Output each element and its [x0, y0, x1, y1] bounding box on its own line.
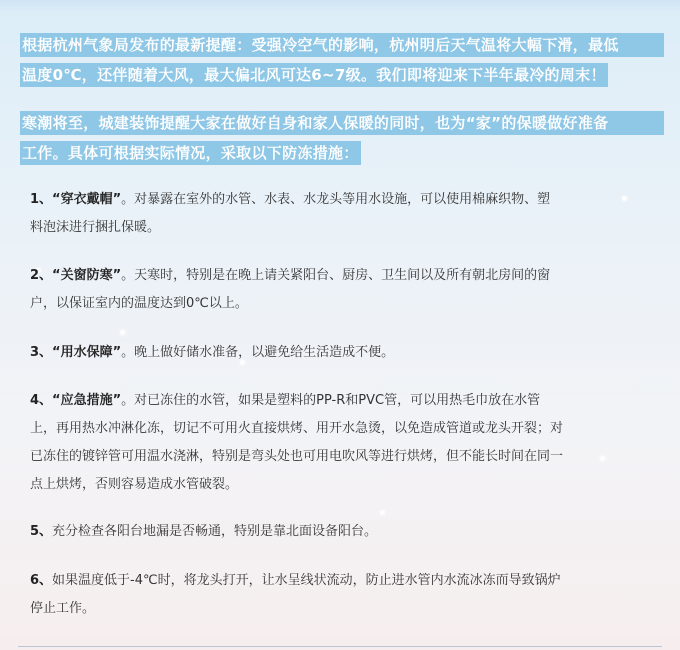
measure-item: [30, 518, 650, 546]
measure-text: 。对暴露在室外的水管、水表、水龙头等用水设施，可以使用棉麻织物、塑: [121, 192, 551, 207]
measure-number: 3、: [30, 345, 53, 360]
measure-number: 6、: [30, 573, 53, 588]
measure-text: 。对已冻住的水管，如果是塑料的PP-R和PVC管，可以用热毛巾放在水管: [121, 393, 541, 408]
divider: [18, 646, 662, 647]
lead-line: 寒潮将至，城建装饰提醒大家在做好自身和家人保暖的同时，也为“家”的保暖做好准备: [20, 111, 664, 135]
measure-title: “应急措施”: [52, 393, 122, 408]
measure-number: 1、: [30, 192, 53, 207]
measure-number: 4、: [30, 393, 53, 408]
measure-item: [30, 387, 650, 499]
measure-line: 料泡沫进行捆扎保暖。: [30, 220, 161, 235]
intro-line: 温度0℃，还伴随着大风，最大偏北风可达6~7级。我们即将迎来下半年最冷的周末！: [20, 63, 608, 87]
measure-line: 上，再用热水冲淋化冻，切记不可用火直接烘烤、用开水急烫，以免造成管道或龙头开裂；对: [30, 421, 564, 436]
measure-text: 。晚上做好储水准备，以避免给生活造成不便。: [121, 345, 395, 360]
measure-item: [30, 567, 650, 623]
measure-line: [30, 339, 650, 367]
intro-paragraph: [20, 33, 666, 93]
measure-line: 点上烘烤，否则容易造成水管破裂。: [30, 477, 239, 492]
measure-item: [30, 262, 650, 318]
measure-title: “穿衣戴帽”: [52, 192, 122, 207]
measure-line: [30, 262, 650, 290]
intro-line: 根据杭州气象局发布的最新提醒：受强冷空气的影响，杭州明后天气温将大幅下滑，最低: [20, 33, 664, 57]
measure-line: [30, 186, 650, 214]
measure-text: 充分检查各阳台地漏是否畅通，特别是靠北面设备阳台。: [52, 524, 378, 539]
measure-line: 停止工作。: [30, 601, 96, 616]
measure-number: 5、: [30, 524, 53, 539]
measure-line: 已冻住的镀锌管可用温水浇淋，特别是弯头处也可用电吹风等进行烘烤，但不能长时间在同一: [30, 449, 564, 464]
measure-line: [30, 518, 650, 546]
measure-line: 户，以保证室内的温度达到0℃以上。: [30, 296, 248, 311]
measure-item: [30, 339, 650, 367]
measure-title: “用水保障”: [52, 345, 122, 360]
top-frame: [0, 0, 680, 12]
lead-line: 工作。具体可根据实际情况，采取以下防冻措施：: [20, 141, 361, 165]
measure-line: [30, 387, 650, 415]
measure-number: 2、: [30, 268, 53, 283]
measure-title: “关窗防寒”: [52, 268, 122, 283]
lead-paragraph: [20, 111, 666, 171]
snowflake-icon: [380, 510, 385, 515]
measure-line: [30, 567, 650, 595]
snowflake-icon: [120, 330, 125, 335]
measure-item: [30, 186, 650, 242]
measure-text: 。天寒时，特别是在晚上请关紧阳台、厨房、卫生间以及所有朝北房间的窗: [121, 268, 551, 283]
measure-text: 如果温度低于-4℃时，将龙头打开，让水呈线状流动，防止进水管内水流冰冻而导致锅炉: [52, 573, 561, 588]
